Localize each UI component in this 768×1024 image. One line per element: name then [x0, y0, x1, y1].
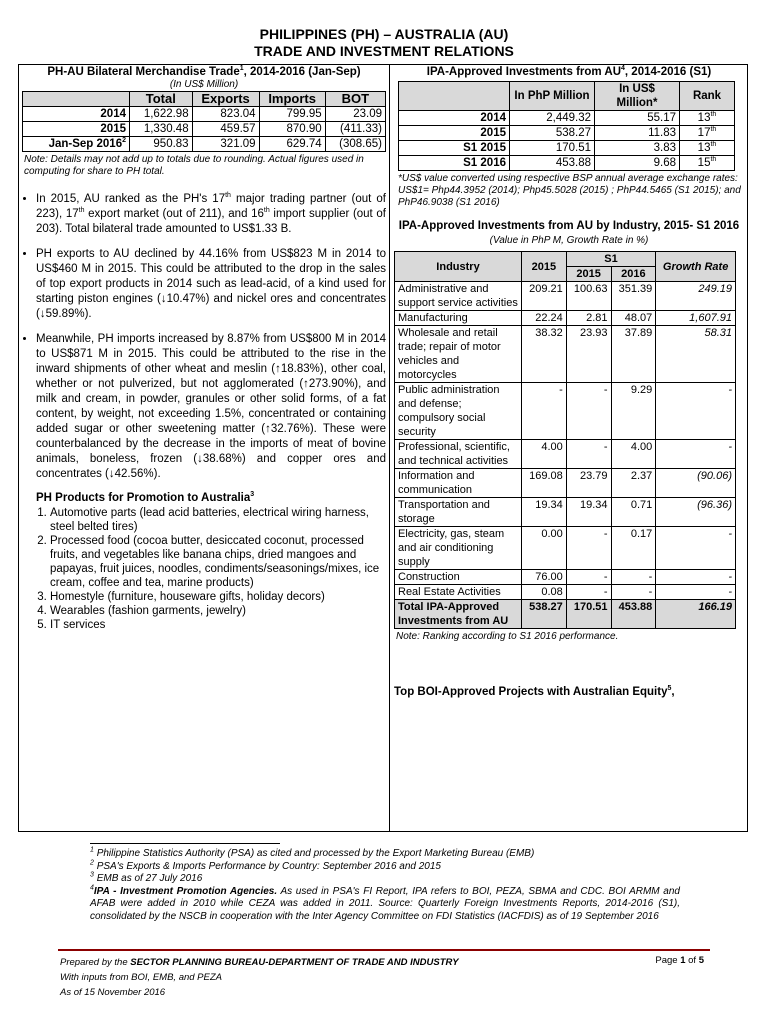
industry-cell: 100.63 [566, 282, 611, 311]
industry-name: Electricity, gas, steam and air conditioning supply [395, 527, 522, 570]
industry-name: Manufacturing [395, 311, 522, 326]
footer-asof: As of 15 November 2016 [60, 987, 166, 998]
industry-cell: 2.81 [566, 311, 611, 326]
industry-cell: 23.79 [566, 469, 611, 498]
ipa-row-label: 2015 [399, 126, 510, 141]
industry-cell: - [566, 585, 611, 600]
industry-name: Information and communication [395, 469, 522, 498]
footer-rule [58, 949, 710, 951]
industry-cell: 0.00 [522, 527, 567, 570]
document-title [0, 26, 768, 60]
trade-col-total: Total [130, 92, 193, 107]
footnote: $^1$ Philippine Statistics Authority (PSA) as cited and processed by the Export Marketing Bureau (EMB) [90, 846, 535, 859]
industry-cell: 38.32 [522, 326, 567, 383]
industry-row [395, 469, 736, 498]
industry-cell: 76.00 [522, 570, 567, 585]
industry-total-row [395, 600, 736, 629]
ipa-rank: 17th [680, 126, 735, 141]
industry-growth: (96.36) [656, 498, 736, 527]
trade-bullets [22, 192, 386, 482]
industry-cell: - [522, 383, 567, 440]
ipa-cell: 453.88 [510, 156, 595, 171]
trade-col-exports: Exports [192, 92, 259, 107]
industry-name: Construction [395, 570, 522, 585]
ipa-row-label: S1 2016 [399, 156, 510, 171]
ipa-rank: 15th [680, 156, 735, 171]
industry-growth: - [656, 527, 736, 570]
left-column [22, 65, 386, 632]
trade-row [23, 122, 386, 137]
industry-row [395, 383, 736, 440]
industry-name: Transportation and storage [395, 498, 522, 527]
trade-col-imports: Imports [259, 92, 325, 107]
industry-cell: 0.71 [611, 498, 656, 527]
industry-growth: - [656, 570, 736, 585]
industry-cell: 351.39 [611, 282, 656, 311]
industry-cell: 2.37 [611, 469, 656, 498]
ipa-cell: 2,449.32 [510, 111, 595, 126]
ipa-cell: 538.27 [510, 126, 595, 141]
product-item: 4. Wearables (fashion garments, jewelry) [50, 604, 386, 618]
industry-cell: 22.24 [522, 311, 567, 326]
industry-cell: 48.07 [611, 311, 656, 326]
product-item: 5. IT services [50, 618, 386, 632]
products-list [22, 506, 386, 632]
ipa-rank: 13th [680, 141, 735, 156]
ipa-row [399, 111, 735, 126]
industry-total-growth: 166.19 [656, 600, 736, 629]
trade-row-label: Jan-Sep 2016$^2$ [23, 137, 130, 152]
trade-unit: (In US$ Million) [169, 79, 239, 90]
trade-cell: 823.04 [192, 107, 259, 122]
industry-row [395, 440, 736, 469]
trade-table [22, 91, 386, 152]
industry-cell: - [611, 570, 656, 585]
ipa-note: *US$ value converted using respective BSP annual average exchange rates: US$1= Php44.3952 (2014); Php45.5028 (2015) ; PhP44.5465 (S1 2015); and PhP46.9038 (S1 2016) [398, 173, 741, 208]
industry-row [395, 311, 736, 326]
industry-total-cell: 538.27 [522, 600, 567, 629]
industry-cell: - [566, 527, 611, 570]
trade-row [23, 137, 386, 152]
product-item: 3. Homestyle (furniture, houseware gifts, holiday decors) [50, 590, 386, 604]
ipa-header-empty [399, 82, 510, 111]
ipa-header-row [399, 82, 735, 111]
industry-col-name: Industry [395, 252, 522, 282]
ipa-col-rank: Rank [680, 82, 735, 111]
trade-heading: PH-AU Bilateral Merchandise Trade$^1$, 2014-2016 (Jan-Sep) [47, 65, 361, 78]
industry-row [395, 570, 736, 585]
industry-cell: - [566, 440, 611, 469]
trade-cell: 629.74 [259, 137, 325, 152]
industry-cell: 19.34 [566, 498, 611, 527]
ipa-rank: 13th [680, 111, 735, 126]
product-item: 2. Processed food (cocoa butter, desiccated coconut, processed fruits, and vegetables like banana chips, dried mangoes and papayas, fruit juices, noodles, condiments/seasonings/mixes, ice cream, coffee and tea, marine products) [50, 534, 386, 590]
industry-col-2015: 2015 [522, 252, 567, 282]
industry-total-cell: 453.88 [611, 600, 656, 629]
industry-growth: (90.06) [656, 469, 736, 498]
trade-cell: 1,622.98 [130, 107, 193, 122]
industry-cell: 209.21 [522, 282, 567, 311]
page-number: Page 1 of 5 [655, 955, 704, 966]
bullet-exports: • PH exports to AU declined by 44.16% from US$823 M in 2014 to US$460 M in 2015. This could be attributed to the drop in the sales of top export products in 2014 such as lead-acid, of a kind used for starting piston engines (↓10.47%) and nickel ores and concentrates (↓59.89%). [36, 247, 386, 322]
trade-cell: 321.09 [192, 137, 259, 152]
industry-total-name: Total IPA-Approved Investments from AU [395, 600, 522, 629]
industry-growth: - [656, 585, 736, 600]
trade-cell: (411.33) [325, 122, 385, 137]
ipa-col-usd: In US$ Million* [595, 82, 680, 111]
industry-header-row [395, 252, 736, 267]
industry-cell: 9.29 [611, 383, 656, 440]
boi-heading: Top BOI-Approved Projects with Australian Equity$^5$, [394, 685, 675, 698]
title-line-2: TRADE AND INVESTMENT RELATIONS [254, 43, 514, 59]
trade-note: Note: Details may not add up to totals due to rounding. Actual figures used in computing for share to PH total. [24, 154, 364, 177]
industry-cell: 169.08 [522, 469, 567, 498]
industry-growth: 1,607.91 [656, 311, 736, 326]
right-column [394, 65, 744, 699]
ipa-row [399, 141, 735, 156]
bullet-ranking: • In 2015, AU ranked as the PH's 17th major trading partner (out of 223), 17th export market (out of 211), and 16th import supplier (out of 203). Total bilateral trade amounted to US$1.33 B. [36, 192, 386, 237]
industry-name: Wholesale and retail trade; repair of motor vehicles and motorcycles [395, 326, 522, 383]
industry-cell: 19.34 [522, 498, 567, 527]
industry-col-s1-2015: 2015 [566, 267, 611, 282]
trade-header-row [23, 92, 386, 107]
ipa-table [398, 81, 735, 171]
industry-cell: 0.08 [522, 585, 567, 600]
ipa-cell: 3.83 [595, 141, 680, 156]
ipa-row [399, 156, 735, 171]
footnote: $^2$ PSA's Exports & Imports Performance by Country: September 2016 and 2015 [90, 859, 441, 872]
ipa-row-label: 2014 [399, 111, 510, 126]
footer [60, 955, 710, 1000]
trade-row-label: 2015 [23, 122, 130, 137]
industry-col-growth: Growth Rate [656, 252, 736, 282]
industry-cell: - [611, 585, 656, 600]
trade-cell: 23.09 [325, 107, 385, 122]
ipa-cell: 11.83 [595, 126, 680, 141]
bullet-imports: • Meanwhile, PH imports increased by 8.87% from US$800 M in 2014 to US$871 M in 2015. This could be attributed to the rise in the inward shipments of other wheat and meslin (↑18.83%), other coal, whether or not pulverized, but not agglomerated (↑273.90%), and milk and cream, in powder, granules or other solid forms, of a fat content, by weight, not exceeding 1.5%, concentrated or containing added sugar or other sweetening matter (↑32.76%). These were counterbalanced by the decrease in the imports of meat of bovine animals, boneless, frozen (↓38.68%) and copper ores and concentrates (↓42.56%). [36, 332, 386, 482]
industry-heading: IPA-Approved Investments from AU by Industry, 2015- S1 2016 (Value in PhP M, Growth Rate in %) [398, 220, 740, 246]
industry-cell: 37.89 [611, 326, 656, 383]
industry-col-s1-2016: 2016 [611, 267, 656, 282]
industry-name: Administrative and support service activities [395, 282, 522, 311]
industry-cell: 23.93 [566, 326, 611, 383]
industry-cell: 4.00 [522, 440, 567, 469]
trade-cell: 799.95 [259, 107, 325, 122]
industry-cell: 4.00 [611, 440, 656, 469]
industry-name: Professional, scientific, and technical activities [395, 440, 522, 469]
industry-table [394, 251, 736, 629]
footnote: $^4$IPA - Investment Promotion Agencies. As used in PSA's FI Report, IPA refers to BOI, PEZA, SBMA and CDC. BOI ARMM and AFAB were added in 2010 while CEZA was added in 2011. Source: Quarterly Foreign Investments Reports, 2014-2016 (S1), consolidated by the NSCB in cooperation with the Inter Agency Committee on FDI Statistics (IACFDIS) as of 19 September 2016 [90, 884, 680, 922]
industry-growth: 249.19 [656, 282, 736, 311]
trade-cell: 459.57 [192, 122, 259, 137]
footer-inputs: With inputs from BOI, EMB, and PEZA [60, 972, 222, 983]
trade-cell: 870.90 [259, 122, 325, 137]
ipa-cell: 55.17 [595, 111, 680, 126]
footnotes [90, 848, 680, 923]
products-heading: PH Products for Promotion to Australia$^3$ [36, 491, 255, 504]
trade-cell: 950.83 [130, 137, 193, 152]
trade-cell: 1,330.48 [130, 122, 193, 137]
product-item: 1. Automotive parts (lead acid batteries, electrical wiring harness, steel belted tires) [50, 506, 386, 534]
industry-cell: - [566, 570, 611, 585]
industry-row [395, 326, 736, 383]
trade-row [23, 107, 386, 122]
trade-header-empty [23, 92, 130, 107]
industry-name: Real Estate Activities [395, 585, 522, 600]
industry-growth: - [656, 440, 736, 469]
footnote: $^3$ EMB as of 27 July 2016 [90, 871, 203, 884]
title-line-1: PHILIPPINES (PH) – AUSTRALIA (AU) [259, 26, 509, 42]
industry-name: Public administration and defense; compulsory social security [395, 383, 522, 440]
industry-cell: 0.17 [611, 527, 656, 570]
ipa-heading: IPA-Approved Investments from $AU^4$, 2014-2016 (S1) [426, 65, 712, 78]
industry-col-s1: S1 [566, 252, 656, 267]
industry-row [395, 585, 736, 600]
trade-row-label: 2014 [23, 107, 130, 122]
trade-col-bot: BOT [325, 92, 385, 107]
ipa-row [399, 126, 735, 141]
industry-total-cell: 170.51 [566, 600, 611, 629]
ipa-row-label: S1 2015 [399, 141, 510, 156]
industry-row [395, 527, 736, 570]
industry-growth: 58.31 [656, 326, 736, 383]
industry-note: Note: Ranking according to S1 2016 performance. [396, 631, 619, 642]
industry-growth: - [656, 383, 736, 440]
footnote-rule [90, 843, 280, 844]
industry-row [395, 282, 736, 311]
ipa-cell: 9.68 [595, 156, 680, 171]
column-divider [389, 64, 390, 832]
industry-row [395, 498, 736, 527]
industry-cell: - [566, 383, 611, 440]
ipa-col-php: In PhP Million [510, 82, 595, 111]
trade-cell: (308.65) [325, 137, 385, 152]
footer-prepared: Prepared by the SECTOR PLANNING BUREAU-DEPARTMENT OF TRADE AND INDUSTRY [60, 957, 459, 968]
ipa-cell: 170.51 [510, 141, 595, 156]
